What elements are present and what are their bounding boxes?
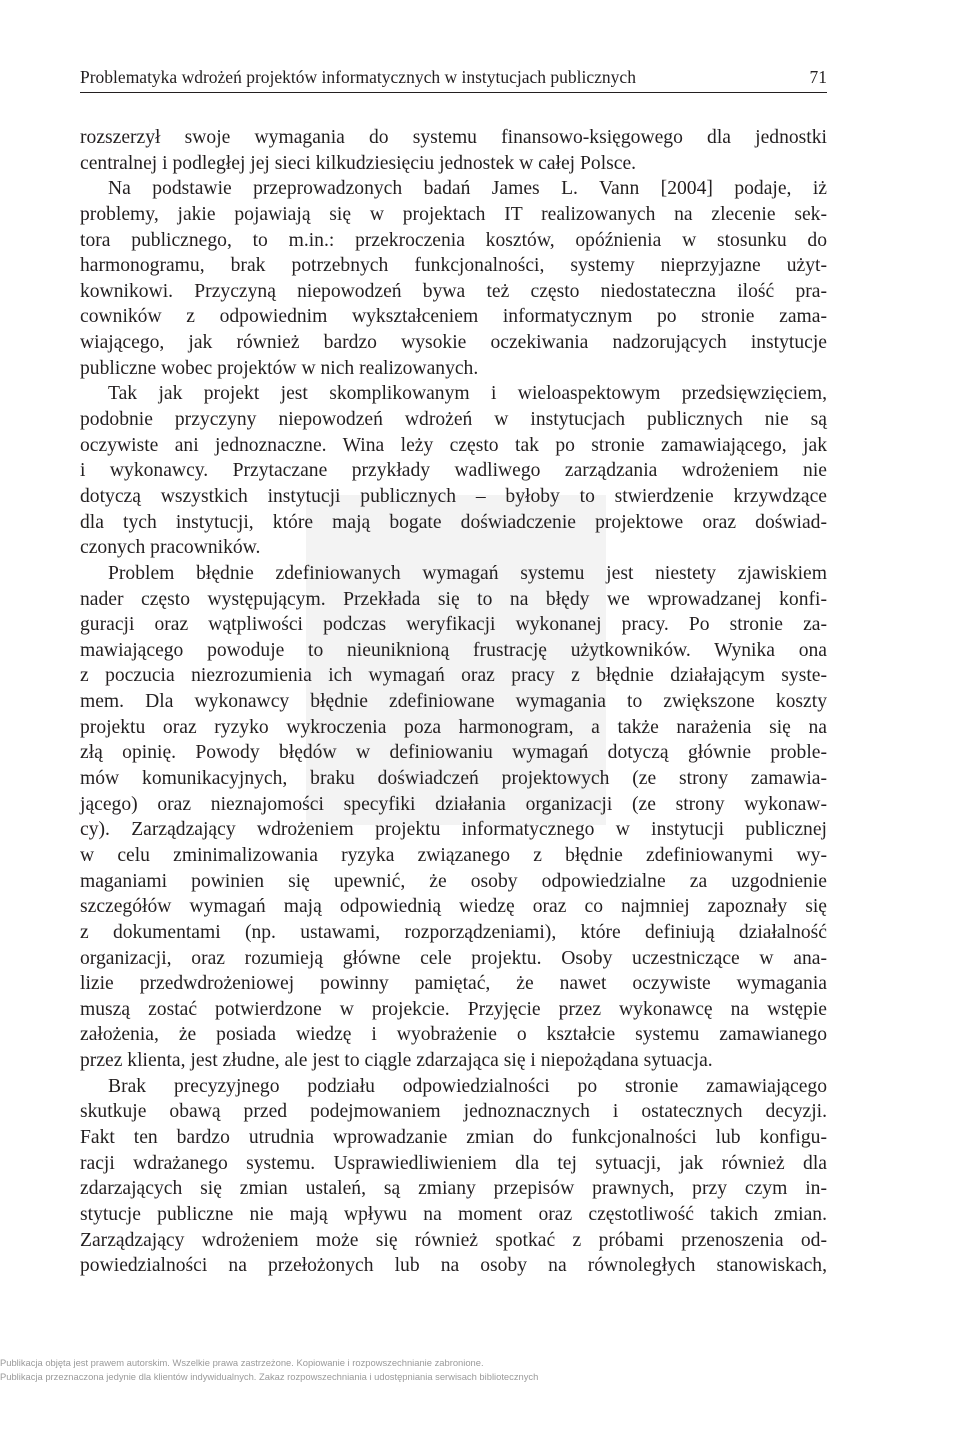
text-line: lizie przedwdrożeniowej powinny pamiętać, że nawet oczywiste wymagania (80, 973, 827, 995)
text-line: złą opinię. Powody błędów w definiowaniu wymagań dotyczą głównie proble- (80, 742, 827, 764)
text-line: organizacji, oraz rozumieją główne cele projektu. Osoby uczestniczące w ana- (80, 947, 827, 969)
text-line: zdarzających się zmian ustaleń, są zmiany przepisów prawnych, przy czym in- (80, 1178, 827, 1200)
text-line: jącego) oraz nieznajomości specyfiki działania organizacji (ze strony wykonaw- (80, 793, 827, 815)
text-line: cowników z odpowiednim wykształceniem informatycznym po stronie zama- (80, 306, 827, 328)
text-line: dotyczą wszystkich instytucji publicznych – byłoby to stwierdzenie krzywdzące (80, 485, 827, 507)
text-line: cy). Zarządzający wdrożeniem projektu informatycznego w instytucji publicznej (80, 819, 827, 841)
text-line: harmonogramu, brak potrzebnych funkcjonalności, systemy nieprzyjazne użyt- (80, 255, 827, 277)
text-line: założenia, że posiada wiedzę i wyobrażenie o kształcie systemu zamawianego (80, 1024, 827, 1046)
text-line: guracji oraz wątpliwości podczas weryfikacji wykonanej pracy. Po stronie za- (80, 614, 827, 636)
body-text (80, 125, 827, 1279)
text-line: nader często występującym. Przekłada się to na błędy we wprowadzanej konfi- (80, 588, 827, 610)
text-line: podobnie przyczyny niepowodzeń wdrożeń w instytucjach publicznych nie są (80, 409, 827, 431)
text-line: projektu oraz ryzyko wykroczenia poza harmonogram, a także narażenia się na (80, 716, 827, 738)
text-line: wiającego, jak również bardzo wysokie oczekiwania nadzorujących instytucje (80, 332, 827, 354)
text-line: Brak precyzyjnego podziału odpowiedzialności po stronie zamawiającego (108, 1075, 827, 1097)
text-line: kownikowi. Przyczyną niepowodzeń bywa też często niedostateczna ilość pra- (80, 280, 827, 302)
text-line: centralnej i podległej jej sieci kilkudziesięciu jednostek w całej Polsce. (80, 152, 637, 174)
text-line: powiedzialności na przełożonych lub na osoby na równoległych stanowiskach, (80, 1255, 827, 1277)
text-line: mów komunikacyjnych, braku doświadczeń projektowych (ze strony zamawia- (80, 768, 827, 790)
copyright-line-1: Publikacja objęta jest prawem autorskim. Wszelkie prawa zastrzeżone. Kopiowanie i rozpowszechnianie zabronione. (0, 1357, 484, 1368)
text-line: racji wdrażanego systemu. Usprawiedliwieniem dla tej sytuacji, jak również dla (80, 1152, 827, 1174)
text-line: z poczucia niezrozumienia ich wymagań oraz pracy z błędnie działającym syste- (80, 665, 827, 687)
text-line: Problem błędnie zdefiniowanych wymagań systemu jest niestety zjawiskiem (108, 562, 827, 584)
text-line: mawiającego powoduje to nieuniknioną frustrację użytkowników. Wynika ona (80, 639, 827, 661)
text-line: przez klienta, jest złudne, ale jest to ciągle zdarzająca się i niepożądana sytuacja. (80, 1050, 713, 1072)
running-header (80, 66, 827, 93)
text-line: czonych pracowników. (80, 537, 261, 559)
text-line: muszą zostać potwierdzone w projekcie. Przyjęcie przez wykonawcę na wstępie (80, 998, 827, 1020)
text-line: skutkuje obawą przed podejmowaniem jednoznacznych i ostatecznych decyzji. (80, 1101, 827, 1123)
text-line: stytucje publiczne nie mają wpływu na moment oraz częstotliwość takich zmian. (80, 1203, 827, 1225)
text-line: w celu zminimalizowania ryzyka związanego z błędnie zdefiniowanymi wy- (80, 844, 827, 866)
running-title: Problematyka wdrożeń projektów informatycznych w instytucjach publicznych (80, 67, 636, 87)
text-line: i wykonawcy. Przytaczane przykłady wadliwego zarządzania wdrożeniem nie (80, 460, 827, 482)
text-line: Fakt ten bardzo utrudnia wprowadzanie zmian do funkcjonalności lub konfigu- (80, 1126, 827, 1148)
text-line: mem. Dla wykonawcy błędnie zdefiniowane wymagania to zwiększone koszty (80, 691, 827, 713)
text-line: dla tych instytucji, które mają bogate doświadczenie projektowe oraz doświad- (80, 511, 827, 533)
text-line: oczywiste ani jednoznaczne. Wina leży często tak po stronie zamawiającego, jak (80, 434, 827, 456)
copyright-line-2: Publikacja przeznaczona jedynie dla klientów indywidualnych. Zakaz rozpowszechniania i udostępniania serwisach bibliotecznych (0, 1371, 539, 1382)
text-line: publiczne wobec projektów w nich realizowanych. (80, 357, 479, 379)
text-line: rozszerzył swoje wymagania do systemu finansowo-księgowego dla jednostki (80, 127, 827, 148)
text-line: z dokumentami (np. ustawami, rozporządzeniami), które definiują działalność (80, 921, 827, 943)
text-line: maganiami powinien się upewnić, że osoby odpowiedzialne za uzgodnienie (80, 870, 827, 892)
text-line: Na podstawie przeprowadzonych badań James L. Vann [2004] podaje, iż (108, 178, 827, 200)
page-number: 71 (809, 67, 827, 87)
copyright-notice (0, 1356, 538, 1384)
text-line: tora publicznego, to m.in.: przekroczenia kosztów, opóźnienia w stosunku do (80, 229, 827, 251)
text-line: Tak jak projekt jest skomplikowanym i wieloaspektowym przedsięwzięciem, (108, 383, 827, 405)
text-line: szczegółów wymagań mają odpowiednią wiedzę oraz co najmniej zapoznały się (80, 896, 827, 918)
text-line: Zarządzający wdrożeniem może się również spotkać z próbami przenoszenia od- (80, 1229, 827, 1251)
text-line: problemy, jakie pojawiają się w projektach IT realizowanych na zlecenie sek- (80, 203, 827, 225)
